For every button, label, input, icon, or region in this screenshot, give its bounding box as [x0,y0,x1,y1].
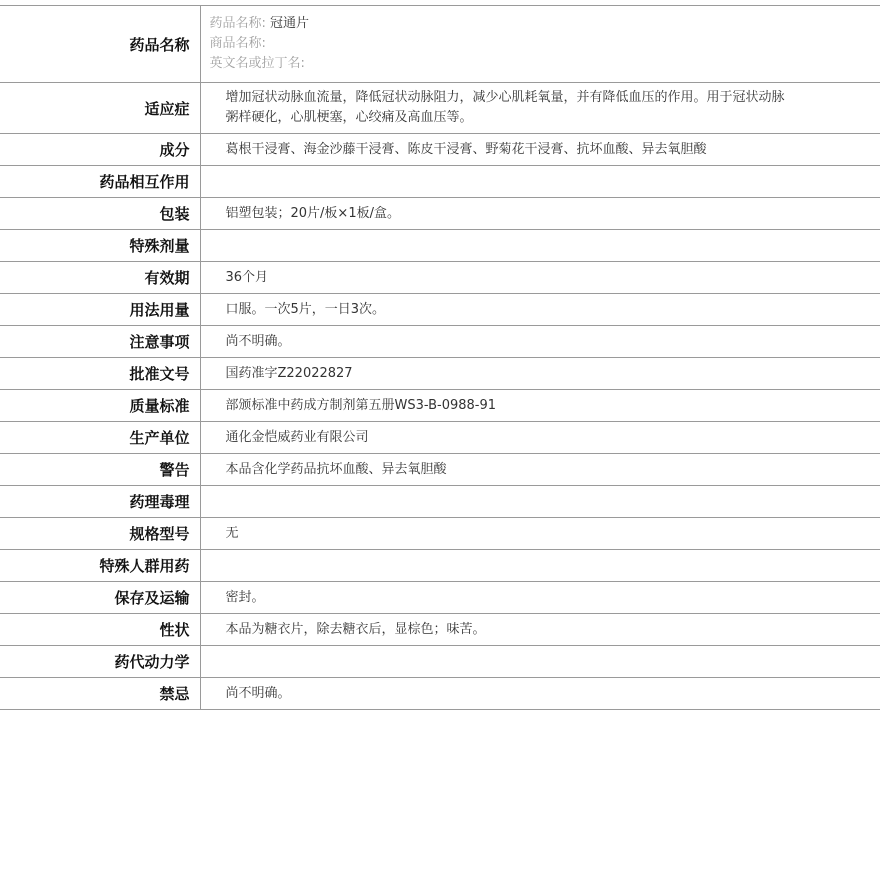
row-label: 保存及运输 [0,582,200,614]
row-value [200,550,880,582]
row-value: 36个月 [225,269,269,285]
row-value [200,166,880,198]
row-label: 适应症 [0,83,200,134]
generic-name-line [210,14,880,34]
special-population-row [0,550,880,582]
row-label: 性状 [0,614,200,646]
row-value: 本品为糖衣片，除去糖衣后，显棕色；味苦。 [225,621,486,637]
manufacturer-row [0,422,880,454]
trade-name-key: 商品名称: [209,36,266,51]
warning-row [0,454,880,486]
row-label: 质量标准 [0,390,200,422]
generic-name-value: 冠通片 [270,16,310,31]
row-label: 药品相互作用 [0,166,200,198]
interactions-row [0,166,880,198]
row-label: 包装 [0,198,200,230]
storage-row [0,582,880,614]
english-name-line [210,54,880,74]
quality-standard-row [0,390,880,422]
row-value: 铝塑包装；20片/板×1板/盒。 [225,205,400,221]
row-value [200,486,880,518]
row-label: 批准文号 [0,358,200,390]
row-value: 通化金恺威药业有限公司 [225,429,369,445]
row-label: 用法用量 [0,294,200,326]
approval-number-row [0,358,880,390]
row-label: 药品名称 [0,6,200,83]
row-label: 特殊剂量 [0,230,200,262]
row-value: 无 [225,525,239,541]
english-name-key: 英文名或拉丁名: [209,56,305,71]
generic-name-key: 药品名称: [209,16,266,31]
trade-name-line [210,34,880,54]
row-value: 尚不明确。 [225,685,291,701]
ingredients-row [0,134,880,166]
drug-name-row [0,6,880,83]
row-value: 本品含化学药品抗坏血酸、异去氧胆酸 [225,461,447,477]
row-value: 密封。 [225,589,265,605]
shelf-life-row [0,262,880,294]
row-label: 有效期 [0,262,200,294]
packaging-row [0,198,880,230]
specification-row [0,518,880,550]
drug-info-table [0,5,880,710]
row-label: 注意事项 [0,326,200,358]
row-value [200,230,880,262]
special-dosage-row [0,230,880,262]
pharmacokinetics-row [0,646,880,678]
row-value: 国药准字Z22022827 [225,365,353,381]
pharmacology-row [0,486,880,518]
dosage-row [0,294,880,326]
row-label: 药代动力学 [0,646,200,678]
row-value: 部颁标准中药成方制剂第五册WS3-B-0988-91 [225,397,497,413]
indication-row [0,83,880,134]
description-row [0,614,880,646]
row-value: 葛根干浸膏、海金沙藤干浸膏、陈皮干浸膏、野菊花干浸膏、抗坏血酸、异去氧胆酸 [225,141,707,157]
row-value: 口服。一次5片，一日3次。 [225,301,386,317]
contraindications-row [0,678,880,710]
row-value [200,646,880,678]
row-label: 规格型号 [0,518,200,550]
row-value: 增加冠状动脉血流量，降低冠状动脉阻力，减少心肌耗氧量，并有降低血压的作用。用于冠状动脉粥样硬化，心肌梗塞，心绞痛及高血压等。 [225,90,785,125]
drug-name-values [200,6,880,83]
row-label: 特殊人群用药 [0,550,200,582]
row-label: 禁忌 [0,678,200,710]
row-label: 生产单位 [0,422,200,454]
row-label: 警告 [0,454,200,486]
row-label: 成分 [0,134,200,166]
row-value: 尚不明确。 [225,333,291,349]
precautions-row [0,326,880,358]
row-label: 药理毒理 [0,486,200,518]
